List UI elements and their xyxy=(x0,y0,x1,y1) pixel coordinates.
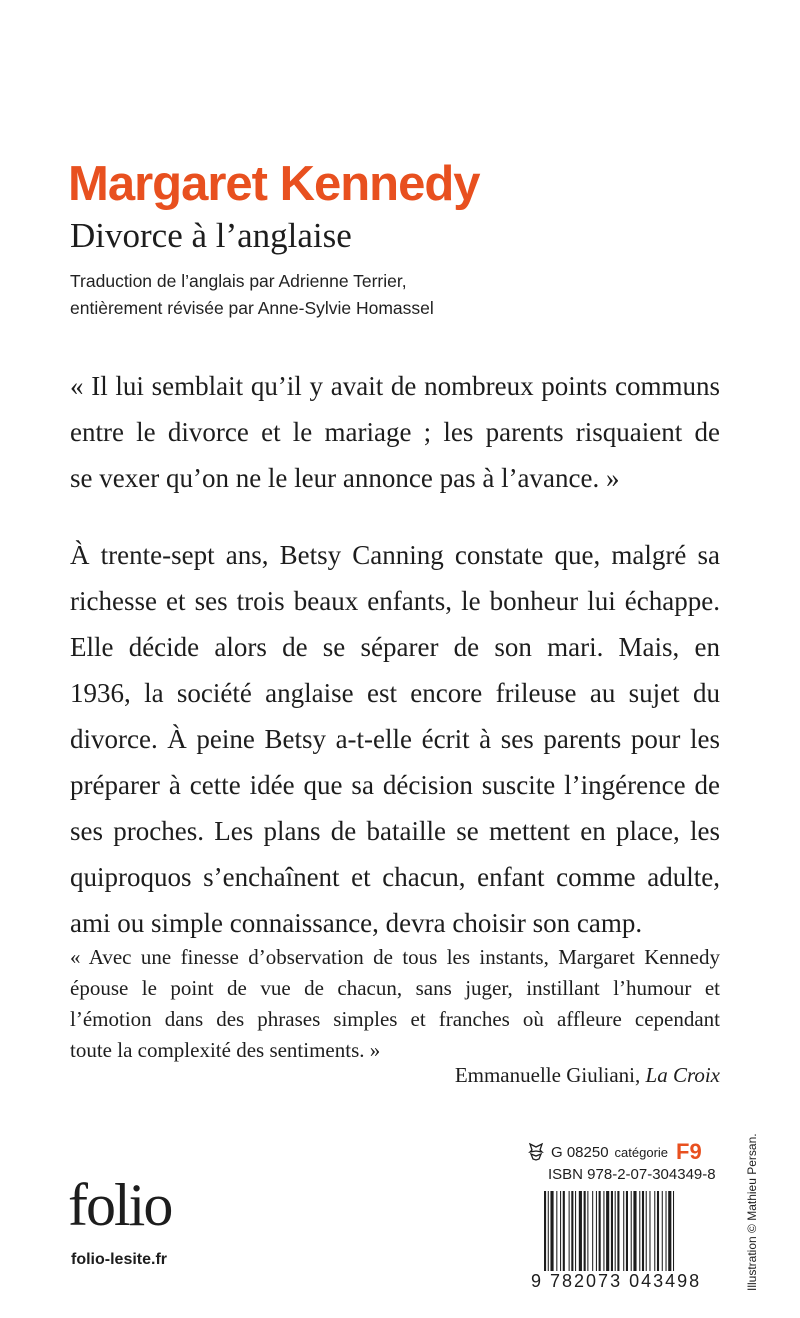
barcode-bar xyxy=(623,1191,624,1271)
review-line: toute la complexité des sentiments. » xyxy=(70,1038,381,1062)
barcode-bar xyxy=(611,1191,613,1271)
synopsis-line: richesse et ses trois beaux enfants, le bonheur lui échappe. xyxy=(70,586,720,616)
barcode-bar xyxy=(617,1191,619,1271)
barcode-bar xyxy=(606,1191,609,1271)
quote-line: entre le divorce et le mariage ; les parents risquaient de xyxy=(70,417,720,447)
translation-credit-line-2: entièrement révisée par Anne-Sylvie Homassel xyxy=(70,298,434,318)
review-line: l’émotion dans des phrases simples et franches où affleure cependant xyxy=(70,1007,720,1031)
illustration-credit-text: Illustration © Mathieu Persan. xyxy=(745,1133,759,1291)
synopsis-line: À trente-sept ans, Betsy Canning constate que, malgré sa xyxy=(70,540,720,570)
barcode-bar xyxy=(550,1191,553,1271)
reviewer-name: Emmanuelle Giuliani, xyxy=(454,1063,646,1087)
barcode-bar xyxy=(587,1191,588,1271)
synopsis-line: Elle décide alors de se séparer de son mari. Mais, en xyxy=(70,632,720,662)
barcode-bar xyxy=(615,1191,616,1271)
barcode-bar xyxy=(596,1191,597,1271)
barcode-bar xyxy=(631,1191,632,1271)
synopsis-paragraph xyxy=(70,532,720,946)
category-label: catégorie xyxy=(614,1144,669,1160)
catalog-line xyxy=(527,1139,702,1165)
synopsis-line: 1936, la société anglaise est encore frileuse au sujet du xyxy=(70,678,720,708)
synopsis-line: divorce. À peine Betsy a-t-elle écrit à ses parents pour les xyxy=(70,724,720,754)
review-line: épouse le point de vue de chacun, sans juger, instillant l’humour et xyxy=(70,976,720,1000)
barcode-bar xyxy=(584,1191,586,1271)
barcode-bar xyxy=(556,1191,557,1271)
barcode-bar xyxy=(654,1191,655,1271)
barcode-bar xyxy=(575,1191,576,1271)
gallimard-emblem-icon xyxy=(527,1142,545,1162)
barcode-bar xyxy=(626,1191,628,1271)
press-review xyxy=(70,942,720,1066)
barcode-bar xyxy=(639,1191,640,1271)
book-title: Divorce à l’anglaise xyxy=(70,216,352,255)
illustration-credit xyxy=(743,1101,763,1291)
synopsis-line: ses proches. Les plans de bataille se mettent en place, les xyxy=(70,816,720,846)
author-name: Margaret Kennedy xyxy=(68,157,480,211)
price-category: F9 xyxy=(676,1139,702,1164)
translation-credit-line-1: Traduction de l’anglais par Adrienne Terrier, xyxy=(70,271,407,291)
barcode-bar xyxy=(548,1191,549,1271)
barcode-bar xyxy=(668,1191,671,1271)
barcode-bar xyxy=(599,1191,601,1271)
quote-line: « Il lui semblait qu’il y avait de nombreux points communs xyxy=(70,371,720,401)
quote-line: se vexer qu’on ne le leur annonce pas à l’avance. » xyxy=(70,463,620,493)
publisher-website: folio-lesite.fr xyxy=(71,1251,168,1268)
barcode-bar xyxy=(649,1191,650,1271)
folio-logo: folio xyxy=(68,1172,172,1238)
barcode-bar xyxy=(571,1191,573,1271)
barcode-bar xyxy=(646,1191,647,1271)
barcode-number: 9 782073 043498 xyxy=(531,1271,702,1291)
review-attribution xyxy=(455,1063,720,1088)
barcode-bar xyxy=(633,1191,636,1271)
review-line: « Avec une finesse d’observation de tous les instants, Margaret Kennedy xyxy=(70,945,720,969)
synopsis-line: préparer à cette idée que sa décision suscite l’ingérence de xyxy=(70,770,720,800)
barcode-bar xyxy=(560,1191,561,1271)
barcode-bar xyxy=(603,1191,604,1271)
barcode-bar xyxy=(544,1191,546,1271)
barcode-bar xyxy=(662,1191,663,1271)
review-publication: La Croix xyxy=(645,1063,720,1087)
barcode-bar xyxy=(666,1191,667,1271)
synopsis-line: quiproquos s’enchaînent et chacun, enfant comme adulte, xyxy=(70,862,720,892)
synopsis-line: ami ou simple connaissance, devra choisir son camp. xyxy=(70,908,643,938)
barcode-bar xyxy=(569,1191,570,1271)
barcode-bar xyxy=(563,1191,565,1271)
catalog-code: G 08250 xyxy=(551,1143,609,1161)
barcode-bar xyxy=(673,1191,674,1271)
isbn: ISBN 978-2-07-304349-8 xyxy=(548,1166,716,1183)
barcode xyxy=(544,1191,719,1271)
barcode-bar xyxy=(579,1191,582,1271)
barcode-bar xyxy=(657,1191,659,1271)
barcode-bar xyxy=(592,1191,593,1271)
barcode-bar xyxy=(642,1191,644,1271)
epigraph-quote xyxy=(70,363,720,501)
